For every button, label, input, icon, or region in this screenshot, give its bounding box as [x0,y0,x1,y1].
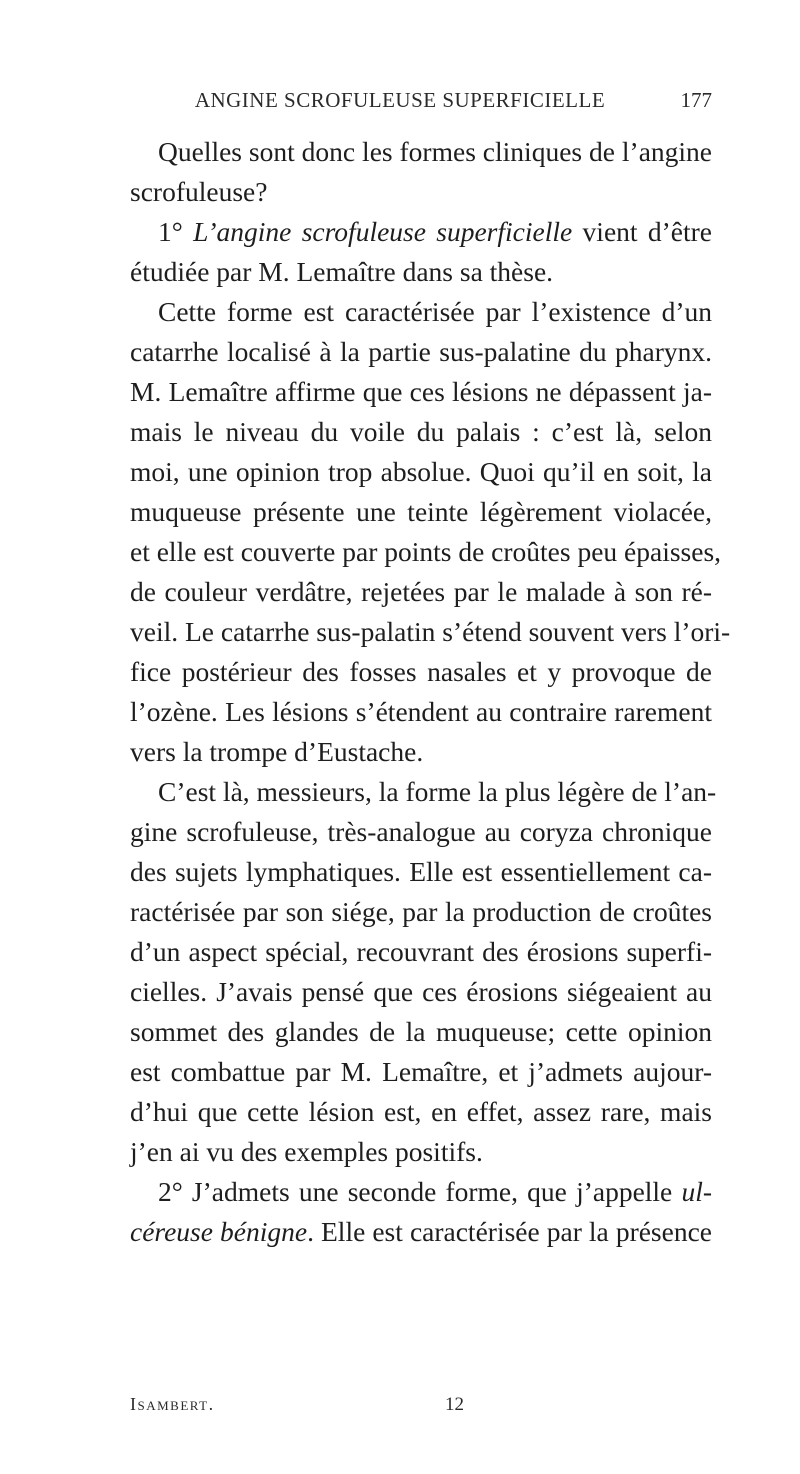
text-line [158,212,712,252]
text-span: vient d’être [572,216,712,247]
text-line: scrofuleuse? [130,176,268,207]
text-line: catarrhe localisé à la partie sus-palatine du pharynx. [130,336,712,367]
text-line: cielles. J’avais pensé que ces érosions siégeaient au [130,976,712,1007]
text-line: d’hui que cette lésion est, en effet, assez rare, mais [130,1096,712,1127]
text-line: veil. Le catarrhe sus-palatin s’étend souvent vers l’ori- [130,616,731,647]
text-line: d’un aspect spécial, recouvrant des érosions superfi- [130,936,712,967]
text-span: . Elle est caractérisée par la présence [307,1216,713,1247]
text-line: et elle est couverte par points de croûtes peu épaisses, [130,536,722,567]
text-line: sommet des glandes de la muqueuse; cette opinion [130,1016,712,1047]
text-line: muqueuse présente une teinte légèrement violacée, [130,496,712,527]
text-line: Cette forme est caractérisée par l’existence d’un [158,296,712,327]
text-line: Quelles sont donc les formes cliniques de l’angine [158,136,712,167]
text-line [158,1172,712,1212]
section-title: L’angine scrofuleuse superficielle [193,216,573,247]
text-line: des sujets lymphatiques. Elle est essentiellement ca- [130,856,712,887]
page-number: 177 [680,88,712,112]
section-number: 1° [158,216,183,247]
text-line: j’en ai vu des exemples positifs. [130,1136,483,1167]
sheet-number: 12 [445,1394,464,1415]
text-line: mais le niveau du voile du palais : c’est là, selon [130,416,712,447]
text-line: moi, une opinion trop absolue. Quoi qu’il en soit, la [130,456,712,487]
text-span: 2° J’admets une seconde forme, que j’appelle [158,1176,682,1207]
text-line: l’ozène. Les lésions s’étendent au contraire rarement [130,696,712,727]
text-line: fice postérieur des fosses nasales et y provoque de [130,656,712,687]
text-line: C’est là, messieurs, la forme la plus légère de l’an- [158,776,717,807]
text-line: vers la trompe d’Eustache. [130,736,424,767]
section-title: ul- [681,1176,712,1207]
text-line [130,1212,712,1252]
text-line: gine scrofuleuse, très-analogue au coryza chronique [130,816,712,847]
text-line: étudiée par M. Lemaître dans sa thèse. [130,256,554,287]
running-title: ANGINE SCROFULEUSE SUPERFICIELLE [194,88,606,112]
printer-signature: Isambert. [130,1394,215,1414]
text-line: est combattue par M. Lemaître, et j’admets aujour- [130,1056,712,1087]
text-line: ractérisée par son siége, par la production de croûtes [130,896,712,927]
text-line: de couleur verdâtre, rejetées par le malade à son ré- [130,576,712,607]
text-line: M. Lemaître affirme que ces lésions ne dépassent ja- [130,376,712,407]
running-header [130,88,712,128]
section-title: céreuse bénigne [130,1216,308,1247]
